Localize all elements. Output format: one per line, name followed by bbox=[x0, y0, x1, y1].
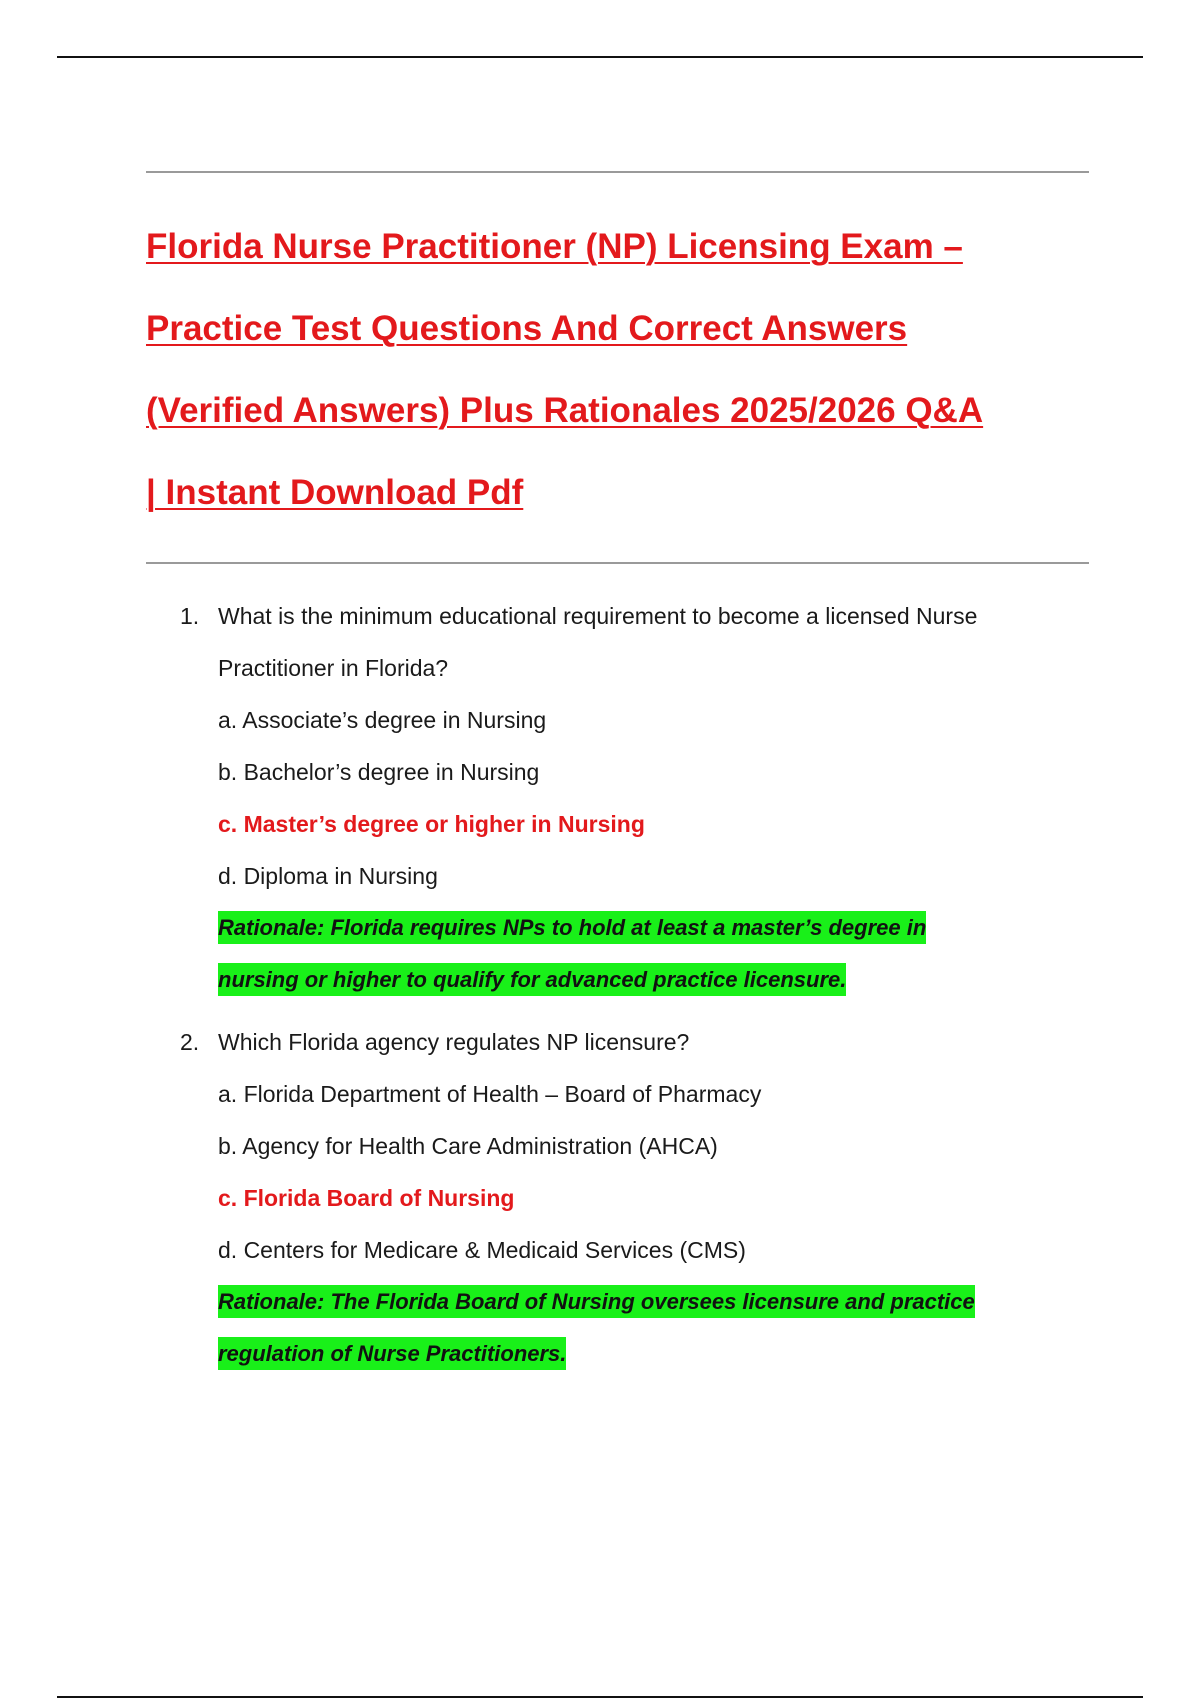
question-number: 2. bbox=[180, 1029, 200, 1055]
answer-option-b: b. Bachelor’s degree in Nursing bbox=[218, 759, 540, 785]
question-1 bbox=[180, 590, 1100, 1006]
answer-option-c-correct: c. Master’s degree or higher in Nursing bbox=[218, 811, 645, 837]
answer-option-d: d. Diploma in Nursing bbox=[218, 863, 438, 889]
answer-option-a: a. Associate’s degree in Nursing bbox=[218, 707, 547, 733]
page-top-rule bbox=[57, 56, 1143, 58]
title-bottom-rule bbox=[146, 562, 1089, 564]
page-bottom-rule bbox=[57, 1696, 1143, 1698]
answer-option-b: b. Agency for Health Care Administration (AHCA) bbox=[218, 1133, 718, 1159]
title-line-1: Florida Nurse Practitioner (NP) Licensing Exam – bbox=[146, 227, 963, 266]
answer-option-d: d. Centers for Medicare & Medicaid Services (CMS) bbox=[218, 1237, 746, 1263]
title-line-2: Practice Test Questions And Correct Answers bbox=[146, 309, 908, 348]
question-text-line: Practitioner in Florida? bbox=[218, 655, 449, 681]
rationale-line bbox=[218, 1276, 1100, 1328]
document-title bbox=[146, 206, 1096, 534]
title-line-4: | Instant Download Pdf bbox=[146, 473, 524, 512]
rationale-line bbox=[218, 1328, 1100, 1380]
question-text-line: What is the minimum educational requirement to become a licensed Nurse bbox=[218, 603, 978, 629]
question-list bbox=[180, 590, 1100, 1380]
title-line-3: (Verified Answers) Plus Rationales 2025/2026 Q&A bbox=[146, 391, 984, 430]
question-2 bbox=[180, 1016, 1100, 1380]
rationale-highlight: Rationale: The Florida Board of Nursing oversees licensure and practice bbox=[218, 1285, 975, 1318]
title-top-rule bbox=[146, 171, 1089, 173]
question-text-line: Which Florida agency regulates NP licensure? bbox=[218, 1029, 690, 1055]
rationale-highlight: regulation of Nurse Practitioners. bbox=[218, 1337, 566, 1370]
rationale-highlight: Rationale: Florida requires NPs to hold at least a master’s degree in bbox=[218, 911, 926, 944]
answer-option-a: a. Florida Department of Health – Board of Pharmacy bbox=[218, 1081, 762, 1107]
rationale-highlight: nursing or higher to qualify for advanced practice licensure. bbox=[218, 963, 846, 996]
question-number: 1. bbox=[180, 603, 200, 629]
rationale-line bbox=[218, 954, 1100, 1006]
answer-option-c-correct: c. Florida Board of Nursing bbox=[218, 1185, 515, 1211]
rationale-line bbox=[218, 902, 1100, 954]
